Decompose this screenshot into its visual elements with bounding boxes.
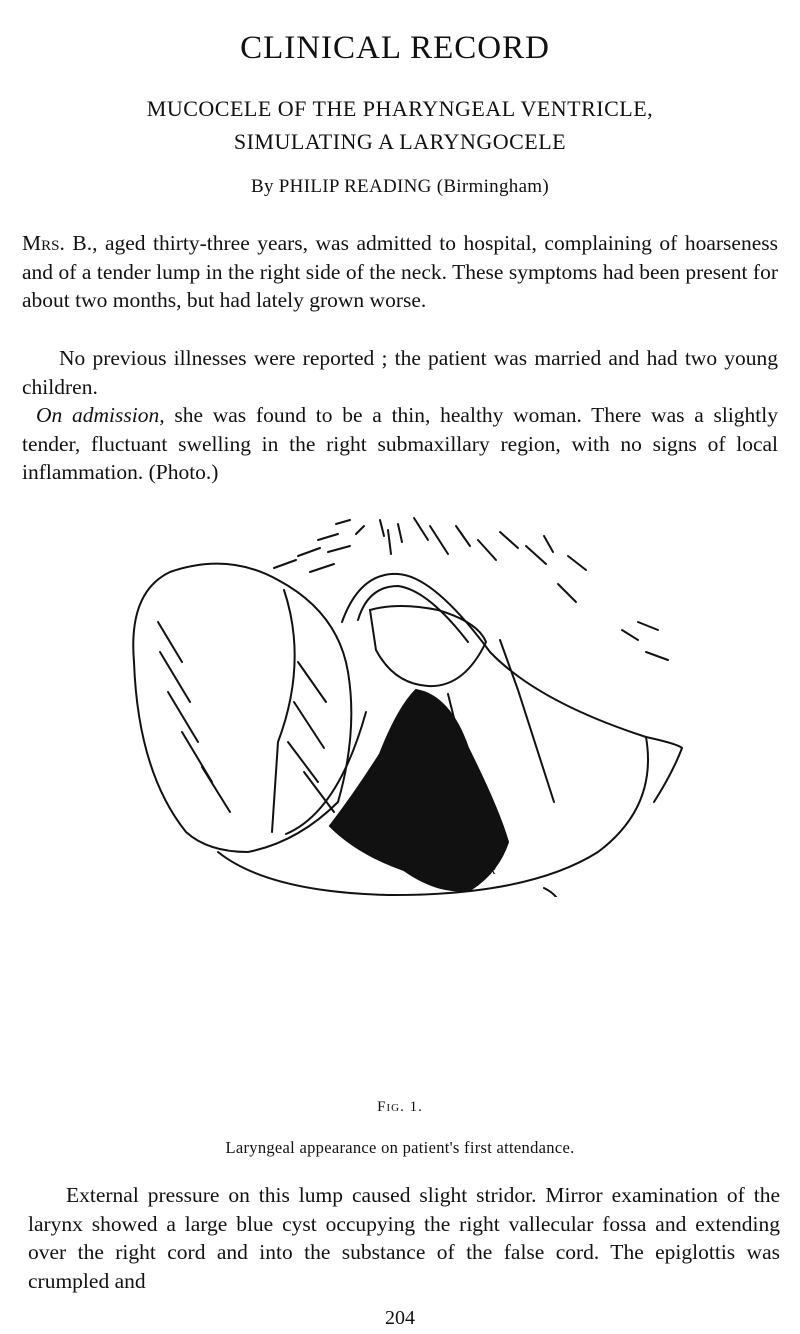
paragraph-4: External pressure on this lump caused slight stridor. Mirror examination of the larynx showed a large blue cyst occupying the right vallecular fossa and extending over the right cord and into the substance of the false cord. The epiglottis was crumpled and — [28, 1183, 780, 1293]
laryngeal-illustration — [98, 512, 698, 897]
paragraph-3 — [22, 401, 778, 487]
figure-caption: Laryngeal appearance on patient's first attendance. — [225, 1138, 575, 1157]
paragraph-3-text: she was found to be a thin, healthy woman. There was a slightly tender, fluctuant swelling in the right submaxillary region, with no signs of local inflammation. (Photo.) — [22, 403, 779, 484]
page-number: 204 — [385, 1307, 415, 1329]
figure-label: Fig. 1. — [377, 1099, 423, 1115]
illustrator-signature: PVR — [472, 862, 496, 877]
paragraph-2: No previous illnesses were reported ; the patient was married and had two young children. — [22, 346, 778, 399]
article-subtitle — [0, 92, 800, 158]
paragraph-1-text: B., aged thirty-three years, was admitted to hospital, complaining of hoarseness and of a tender lump in the right side of the neck. These symptoms had been present for about two months, but had lately grown worse. — [22, 231, 778, 312]
paragraph-1 — [22, 229, 778, 315]
subtitle-line-1: MUCOCELE OF THE PHARYNGEAL VENTRICLE, — [146, 96, 654, 121]
honorific: Mrs. — [22, 231, 65, 255]
subtitle-line-2: SIMULATING A LARYNGOCELE — [233, 129, 567, 154]
author-byline: By PHILIP READING (Birmingham) — [250, 176, 550, 197]
article-heading: CLINICAL RECORD — [240, 30, 550, 66]
paragraph-3-lead: On admission, — [36, 403, 165, 427]
